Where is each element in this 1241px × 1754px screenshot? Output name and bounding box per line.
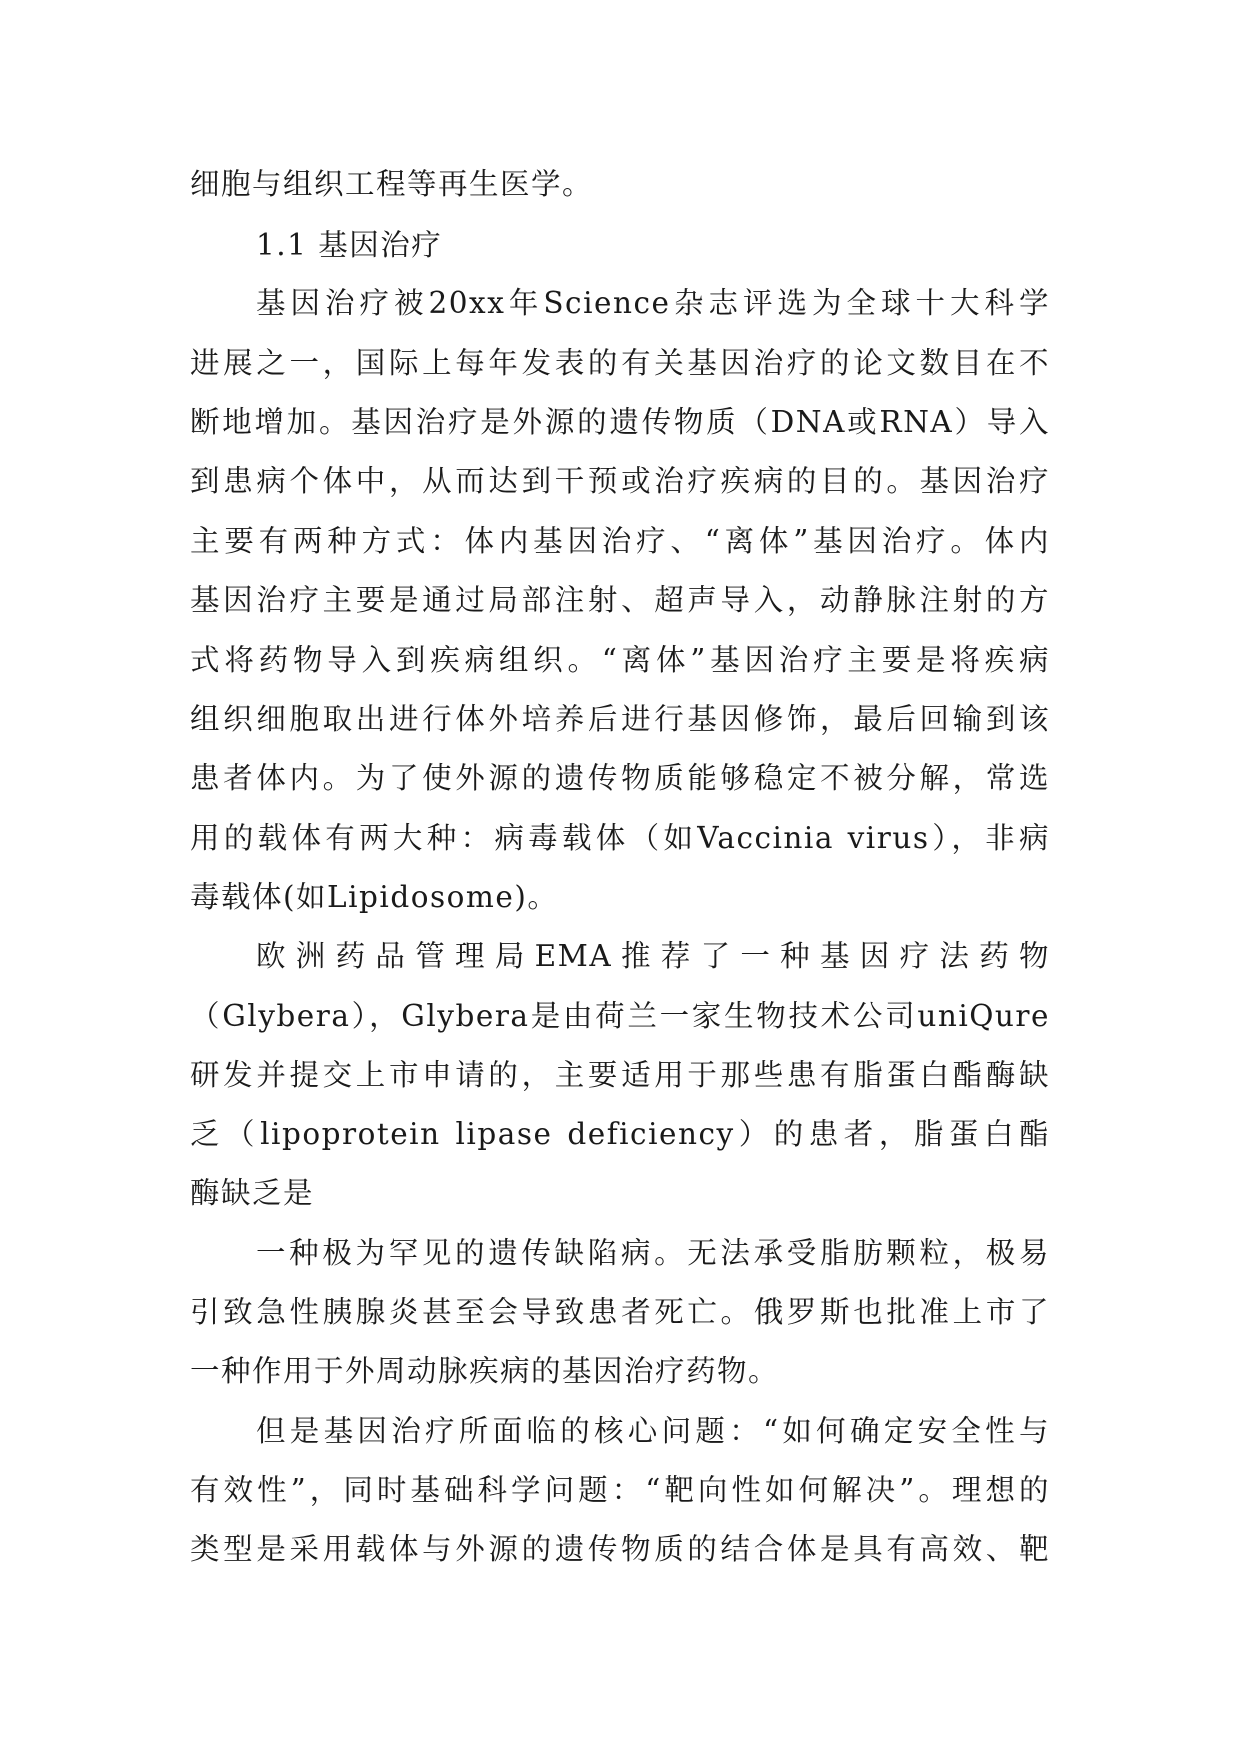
paragraph-line: 细胞与组织工程等再生医学。 [190,167,594,201]
paragraph-line: 但是基因治疗所面临的核心问题：“如何确定安全性与 [256,1414,1050,1448]
paragraph-line: 断地增加。基因治疗是外源的遗传物质（DNA或RNA）导入 [190,405,1050,439]
paragraph-line: 一种极为罕见的遗传缺陷病。无法承受脂肪颗粒，极易 [256,1236,1050,1270]
paragraph-line: 到患病个体中，从而达到干预或治疗疾病的目的。基因治疗 [190,464,1050,498]
paragraph-line: 欧洲药品管理局EMA推荐了一种基因疗法药物 [256,939,1050,973]
paragraph-line: 引致急性胰腺炎甚至会导致患者死亡。俄罗斯也批准上市了 [190,1295,1050,1329]
section-heading: 1.1 基因治疗 [256,228,443,262]
paragraph-line: 毒载体(如Lipidosome)。 [190,880,559,914]
paragraph-line: 一种作用于外周动脉疾病的基因治疗药物。 [190,1354,780,1388]
paragraph-line: 患者体内。为了使外源的遗传物质能够稳定不被分解，常选 [190,761,1050,795]
paragraph-line: 酶缺乏是 [190,1176,315,1210]
paragraph-line: 有效性”，同时基础科学问题：“靶向性如何解决”。理想的 [190,1473,1050,1507]
paragraph-line: 基因治疗被20xx年Science杂志评选为全球十大科学 [256,286,1050,320]
paragraph-line: 用的载体有两大种：病毒载体（如Vaccinia virus），非病 [190,821,1050,855]
paragraph-line: 组织细胞取出进行体外培养后进行基因修饰，最后回输到该 [190,702,1050,736]
paragraph-line: 研发并提交上市申请的，主要适用于那些患有脂蛋白酯酶缺 [190,1058,1050,1092]
paragraph-line: 乏（lipoprotein lipase deficiency）的患者，脂蛋白酯 [190,1117,1050,1151]
paragraph-line: 主要有两种方式：体内基因治疗、“离体”基因治疗。体内 [190,524,1050,558]
paragraph-line: 类型是采用载体与外源的遗传物质的结合体是具有高效、靶 [190,1532,1050,1566]
paragraph-line: （Glybera），Glybera是由荷兰一家生物技术公司uniQure [190,999,1050,1033]
paragraph-line: 式将药物导入到疾病组织。“离体”基因治疗主要是将疾病 [190,643,1050,677]
paragraph-line: 进展之一，国际上每年发表的有关基因治疗的论文数目在不 [190,346,1050,380]
paragraph-line: 基因治疗主要是通过局部注射、超声导入，动静脉注射的方 [190,583,1050,617]
